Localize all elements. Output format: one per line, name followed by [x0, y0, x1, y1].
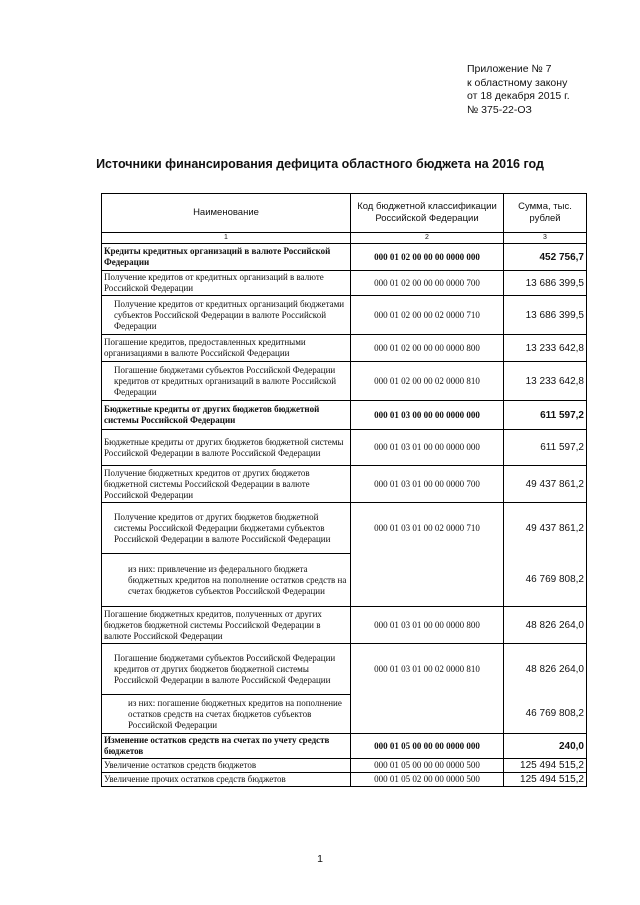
financing-sources-table — [101, 193, 587, 787]
row-code: 000 01 02 00 00 02 0000 710 — [351, 296, 504, 335]
header-sum: Сумма, тыс. рублей — [504, 194, 587, 233]
row-sum: 240,0 — [504, 734, 587, 759]
header-code: Код бюджетной классификации Российской Федерации — [351, 194, 504, 233]
table-row — [102, 401, 587, 430]
row-code: 000 01 03 00 00 00 0000 000 — [351, 401, 504, 430]
row-sum: 48 826 264,0 — [504, 607, 587, 644]
table-row — [102, 244, 587, 271]
appendix-line: № 375-22-ОЗ — [467, 103, 532, 116]
row-name: из них: привлечение из федерального бюджета бюджетных кредитов на пополнение остатков средств на счетах бюджетов субъектов Российской Федерации — [102, 554, 351, 607]
row-name: Изменение остатков средств на счетах по учету средств бюджетов — [102, 734, 351, 759]
table-row — [102, 734, 587, 759]
appendix-line: Приложение № 7 — [467, 63, 552, 75]
row-sum: 13 686 399,5 — [504, 271, 587, 296]
column-number: 3 — [504, 233, 587, 244]
row-sum: 452 756,7 — [504, 244, 587, 271]
row-name: Кредиты кредитных организаций в валюте Российской Федерации — [102, 244, 351, 271]
row-sum: 611 597,2 — [504, 430, 587, 466]
row-code: 000 01 05 00 00 00 0000 500 — [351, 759, 504, 773]
table-row — [102, 430, 587, 466]
row-code: 000 01 03 01 00 00 0000 800 — [351, 607, 504, 644]
row-sum: 13 686 399,5 — [504, 296, 587, 335]
row-sum: 13 233 642,8 — [504, 335, 587, 362]
row-code: 000 01 03 01 00 02 0000 710 — [351, 503, 504, 554]
appendix-line: к областному закону — [467, 76, 568, 89]
row-name: Увеличение прочих остатков средств бюджетов — [102, 773, 351, 787]
row-name: Бюджетные кредиты от других бюджетов бюджетной системы Российской Федерации — [102, 401, 351, 430]
table-row — [102, 466, 587, 503]
row-name: Погашение бюджетами субъектов Российской Федерации кредитов от кредитных организаций в валюте Российской Федерации — [102, 362, 351, 401]
table-row — [102, 607, 587, 644]
row-name: из них: погашение бюджетных кредитов на пополнение остатков средств на счетах бюджетов субъектов Российской Федерации — [102, 695, 351, 734]
row-sum: 46 769 808,2 — [504, 695, 587, 734]
row-code: 000 01 02 00 00 00 0000 000 — [351, 244, 504, 271]
table-row — [102, 554, 587, 607]
row-name: Получение кредитов от других бюджетов бюджетной системы Российской Федерации бюджетами субъектов Российской Федерации в валюте Российской Федерации — [102, 503, 351, 554]
table-row — [102, 644, 587, 695]
table-row — [102, 695, 587, 734]
row-code: 000 01 02 00 00 00 0000 700 — [351, 271, 504, 296]
column-number: 1 — [102, 233, 351, 244]
table-row — [102, 335, 587, 362]
row-sum: 125 494 515,2 — [504, 759, 587, 773]
row-code: 000 01 03 01 00 02 0000 810 — [351, 644, 504, 695]
row-code: 000 01 03 01 00 00 0000 700 — [351, 466, 504, 503]
row-name: Получение кредитов от кредитных организаций в валюте Российской Федерации — [102, 271, 351, 296]
row-sum: 125 494 515,2 — [504, 773, 587, 787]
row-sum: 611 597,2 — [504, 401, 587, 430]
row-code: 000 01 05 00 00 00 0000 000 — [351, 734, 504, 759]
row-name: Погашение бюджетных кредитов, полученных от других бюджетов бюджетной системы Российской Федерации в валюте Российской Федерации — [102, 607, 351, 644]
row-code: 000 01 03 01 00 00 0000 000 — [351, 430, 504, 466]
row-code: 000 01 02 00 00 02 0000 810 — [351, 362, 504, 401]
row-code: 000 01 02 00 00 00 0000 800 — [351, 335, 504, 362]
row-sum: 49 437 861,2 — [504, 466, 587, 503]
table-row — [102, 296, 587, 335]
row-sum: 13 233 642,8 — [504, 362, 587, 401]
row-sum: 49 437 861,2 — [504, 503, 587, 554]
table-row — [102, 503, 587, 554]
table-row — [102, 773, 587, 787]
header-name: Наименование — [102, 194, 351, 233]
table-row — [102, 759, 587, 773]
row-name: Получение кредитов от кредитных организаций бюджетами субъектов Российской Федерации в валюте Российской Федерации — [102, 296, 351, 335]
row-name: Бюджетные кредиты от других бюджетов бюджетной системы Российской Федерации в валюте Российской Федерации — [102, 430, 351, 466]
row-code — [351, 695, 504, 734]
row-name: Погашение кредитов, предоставленных кредитными организациями в валюте Российской Федерации — [102, 335, 351, 362]
row-name: Увеличение остатков средств бюджетов — [102, 759, 351, 773]
row-code — [351, 554, 504, 607]
table-row — [102, 271, 587, 296]
column-number: 2 — [351, 233, 504, 244]
appendix-line: от 18 декабря 2015 г. — [467, 90, 570, 102]
page-number: 1 — [317, 853, 323, 865]
appendix-block — [467, 63, 570, 117]
document-title: Источники финансирования дефицита областного бюджета на 2016 год — [96, 157, 544, 171]
table-row — [102, 362, 587, 401]
row-sum: 48 826 264,0 — [504, 644, 587, 695]
row-code: 000 01 05 02 00 00 0000 500 — [351, 773, 504, 787]
row-name: Погашение бюджетами субъектов Российской Федерации кредитов от других бюджетов бюджетной системы Российской Федерации в валюте Российской Федерации — [102, 644, 351, 695]
row-sum: 46 769 808,2 — [504, 554, 587, 607]
row-name: Получение бюджетных кредитов от других бюджетов бюджетной системы Российской Федерации в валюте Российской Федерации — [102, 466, 351, 503]
